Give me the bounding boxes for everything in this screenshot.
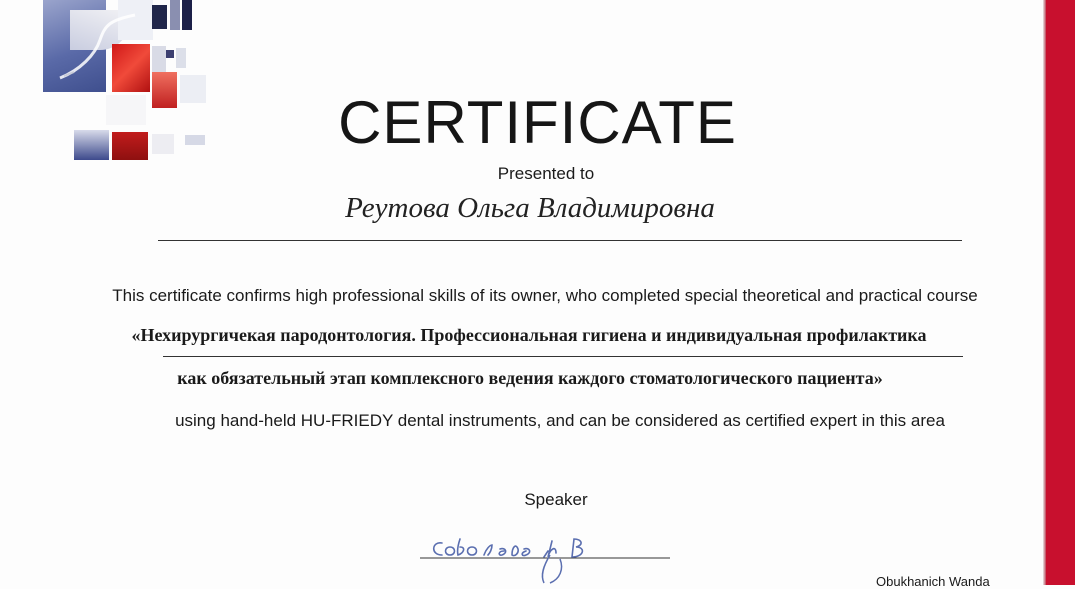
second-signer-name: Obukhanich Wanda <box>876 574 990 589</box>
course-underline <box>163 356 963 357</box>
certificate-title: CERTIFICATE <box>338 89 737 156</box>
speaker-label: Speaker <box>524 490 588 509</box>
course-title-line-1: «Нехирургичекая пародонтология. Профессиональная гигиена и индивидуальная профилактика <box>131 325 927 345</box>
confirmation-text: This certificate confirms high professional skills of its owner, who completed special theoretical and practical course <box>112 286 978 305</box>
recipient-name: Реутова Ольга Владимировна <box>345 192 715 224</box>
usage-text: using hand-held HU-FRIEDY dental instruments, and can be considered as certified expert in this area <box>175 411 945 430</box>
presented-to-label: Presented to <box>497 164 595 183</box>
recipient-underline <box>158 240 962 241</box>
course-title-line-2: как обязательный этап комплексного ведения каждого стоматологического пациента» <box>177 368 883 388</box>
handwritten-signature <box>420 525 670 587</box>
